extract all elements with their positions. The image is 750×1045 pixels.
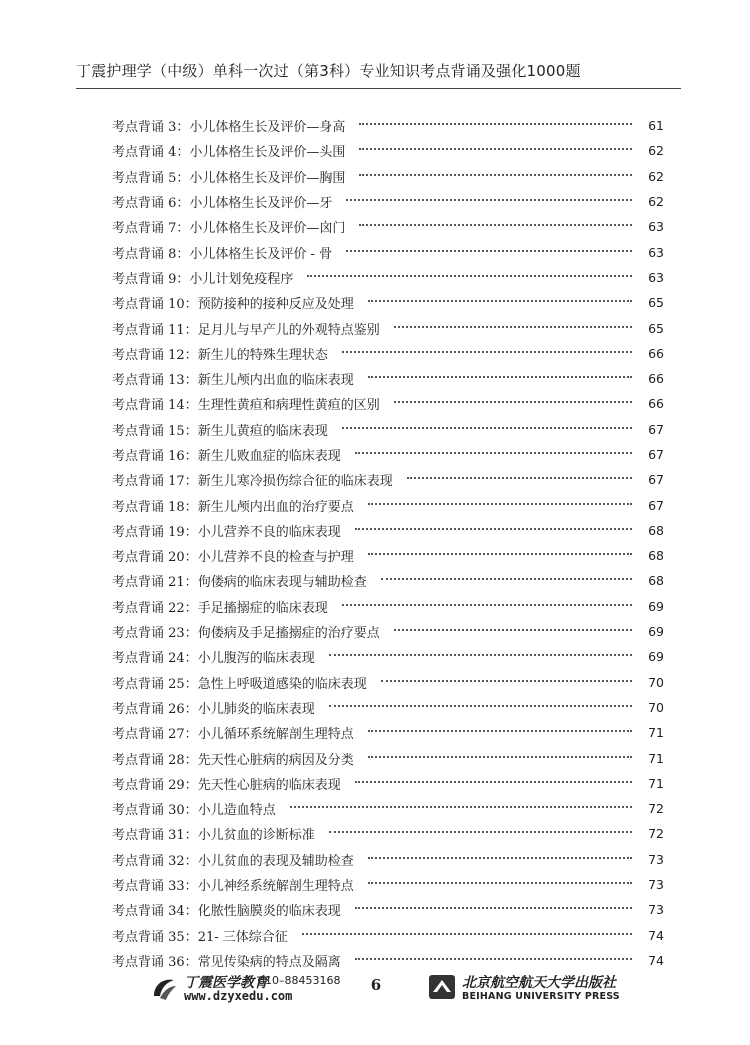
toc-entry[interactable] xyxy=(112,341,664,366)
toc-dot-leader xyxy=(394,325,632,328)
toc-entry[interactable] xyxy=(112,442,664,467)
toc-entry[interactable] xyxy=(112,796,664,821)
toc-dot-leader xyxy=(359,122,632,125)
toc-dot-leader xyxy=(359,147,632,150)
toc-entry-title: 小儿神经系统解剖生理特点 xyxy=(197,879,354,895)
toc-entry-label: 考点背诵 10： xyxy=(112,297,198,313)
toc-entry-page: 71 xyxy=(648,750,664,766)
toc-entry[interactable] xyxy=(112,821,664,846)
toc-entry-page: 67 xyxy=(648,447,664,462)
toc-entry-page: 68 xyxy=(648,548,664,564)
toc-entry[interactable] xyxy=(112,695,664,720)
toc-entry-title: 先天性心脏病的病因及分类 xyxy=(197,752,354,768)
toc-dot-leader xyxy=(307,274,632,277)
footer-brand-name: 丁震医学教育 xyxy=(184,975,268,991)
toc-entry[interactable] xyxy=(112,391,664,416)
toc-entry-title: 足月儿与早产儿的外观特点鉴别 xyxy=(197,322,380,338)
toc-entry-label: 考点背诵 16： xyxy=(112,449,198,464)
toc-entry[interactable] xyxy=(112,492,664,517)
toc-entry-title: 小儿营养不良的检查与护理 xyxy=(197,550,354,566)
toc-entry[interactable] xyxy=(112,366,664,391)
toc-entry-page: 68 xyxy=(648,522,664,538)
toc-dot-leader xyxy=(381,679,632,682)
toc-entry-page: 73 xyxy=(648,902,664,918)
toc-dot-leader xyxy=(355,527,632,530)
toc-entry-page: 63 xyxy=(648,269,664,285)
toc-entry-page: 63 xyxy=(648,244,664,260)
toc-dot-leader xyxy=(368,299,632,302)
footer-url[interactable]: www.dzyxedu.com xyxy=(184,989,293,1003)
toc-dot-leader xyxy=(346,198,632,201)
toc-entry[interactable] xyxy=(112,847,664,872)
toc-dot-leader xyxy=(329,830,632,833)
toc-entry[interactable] xyxy=(112,543,664,568)
toc-entry-label: 考点背诵 28： xyxy=(112,752,198,768)
toc-entry-label: 考点背诵 31： xyxy=(112,828,198,844)
toc-entry[interactable] xyxy=(112,923,664,948)
toc-entry-label: 考点背诵 18： xyxy=(112,499,198,515)
toc-entry-page: 63 xyxy=(648,219,664,235)
toc-dot-leader xyxy=(342,426,632,429)
toc-dot-leader xyxy=(368,552,632,555)
toc-dot-leader xyxy=(394,400,632,403)
toc-entry-title: 小儿腹泻的临床表现 xyxy=(197,651,315,667)
toc-dot-leader xyxy=(342,603,632,606)
toc-entry-label: 考点背诵 13： xyxy=(112,373,198,389)
toc-entry-title: 小儿计划免疫程序 xyxy=(189,271,294,287)
toc-entry-page: 74 xyxy=(648,927,664,943)
toc-entry-page: 67 xyxy=(648,497,664,513)
toc-entry-label: 考点背诵 7： xyxy=(112,221,190,237)
toc-entry-label: 考点背诵 33： xyxy=(112,879,198,895)
toc-entry-page: 73 xyxy=(648,877,664,893)
toc-entry[interactable] xyxy=(112,897,664,922)
toc-entry-label: 考点背诵 8： xyxy=(112,246,190,262)
toc-entry-label: 考点背诵 27： xyxy=(112,727,198,743)
toc-entry-title: 新生儿颅内出血的临床表现 xyxy=(197,373,354,389)
footer-right-publisher xyxy=(428,972,628,1006)
toc-entry-page: 67 xyxy=(648,421,664,437)
toc-entry[interactable] xyxy=(112,189,664,214)
toc-dot-leader xyxy=(355,780,632,783)
toc-entry-title: 急性上呼吸道感染的临床表现 xyxy=(197,676,367,692)
toc-entry-label: 考点背诵 12： xyxy=(112,347,198,363)
toc-entry-title: 小儿体格生长及评价—身高 xyxy=(189,120,346,136)
toc-entry-page: 62 xyxy=(648,194,664,210)
toc-entry-label: 考点背诵 29： xyxy=(112,777,198,793)
toc-entry-page: 73 xyxy=(648,851,664,867)
toc-entry-label: 考点背诵 21： xyxy=(112,575,198,591)
toc-entry-title: 小儿贫血的表现及辅助检查 xyxy=(197,853,354,869)
toc-dot-leader xyxy=(302,932,632,935)
toc-entry-page: 62 xyxy=(648,168,664,184)
toc-entry-page: 66 xyxy=(648,396,664,412)
toc-entry[interactable] xyxy=(112,619,664,644)
toc-entry-title: 新生儿颅内出血的治疗要点 xyxy=(197,499,354,515)
toc-entry-page: 65 xyxy=(648,295,664,311)
toc-entry[interactable] xyxy=(112,594,664,619)
toc-entry-page: 71 xyxy=(648,775,664,791)
footer-left-brand xyxy=(150,972,340,1006)
toc-entry-title: 新生儿的特殊生理状态 xyxy=(197,347,328,363)
toc-entry-label: 考点背诵 11： xyxy=(112,322,198,338)
publisher-name-cn: 北京航空航天大学出版社 xyxy=(462,975,616,991)
buaa-press-logo-icon xyxy=(428,974,456,1000)
toc-entry-title: 小儿体格生长及评价 - 骨 xyxy=(189,246,333,262)
toc-entry-page: 70 xyxy=(648,674,664,690)
toc-entry[interactable] xyxy=(112,644,664,669)
toc-entry[interactable] xyxy=(112,568,664,593)
toc-entry-label: 考点背诵 17： xyxy=(112,474,198,490)
toc-entry[interactable] xyxy=(112,315,664,340)
toc-entry-page: 71 xyxy=(648,725,664,741)
toc-entry-label: 考点背诵 20： xyxy=(112,550,198,566)
toc-dot-leader xyxy=(368,729,632,732)
toc-entry-page: 72 xyxy=(648,801,664,817)
toc-entry-page: 66 xyxy=(648,371,664,387)
toc-entry-label: 考点背诵 32： xyxy=(112,853,198,869)
toc-entry-page: 65 xyxy=(648,320,664,336)
toc-entry-label: 考点背诵 19： xyxy=(112,524,198,540)
toc-entry-page: 69 xyxy=(648,649,664,665)
toc-entry-title: 新生儿寒冷损伤综合征的临床表现 xyxy=(197,474,393,490)
toc-entry-title: 化脓性脑膜炎的临床表现 xyxy=(197,904,341,920)
toc-dot-leader xyxy=(368,856,632,859)
toc-entry-title: 预防接种的接种反应及处理 xyxy=(197,297,354,313)
toc-entry[interactable] xyxy=(112,113,664,138)
dz-logo-icon xyxy=(150,974,178,1002)
toc-entry[interactable] xyxy=(112,164,664,189)
toc-dot-leader xyxy=(329,653,632,656)
toc-dot-leader xyxy=(346,249,632,252)
toc-dot-leader xyxy=(342,350,632,353)
toc-entry-label: 考点背诵 34： xyxy=(112,904,198,920)
toc-entry[interactable] xyxy=(112,239,664,264)
toc-entry[interactable] xyxy=(112,518,664,543)
page-footer xyxy=(0,968,750,1008)
toc-entry-label: 考点背诵 3： xyxy=(112,120,190,136)
toc-entry-page: 70 xyxy=(648,699,664,715)
toc-entry-label: 考点背诵 15： xyxy=(112,423,198,439)
toc-entry-title: 常见传染病的特点及隔离 xyxy=(197,954,341,970)
toc-entry-label: 考点背诵 35： xyxy=(112,929,198,945)
toc-entry-title: 小儿体格生长及评价—头围 xyxy=(189,145,346,161)
toc-entry[interactable] xyxy=(112,872,664,897)
toc-entry[interactable] xyxy=(112,720,664,745)
toc-dot-leader xyxy=(394,628,632,631)
toc-entry-page: 61 xyxy=(648,118,664,134)
toc-entry-page: 67 xyxy=(648,472,664,488)
toc-entry-label: 考点背诵 25： xyxy=(112,676,198,692)
toc-entry[interactable] xyxy=(112,670,664,695)
toc-entry-label: 考点背诵 24： xyxy=(112,651,198,667)
toc-dot-leader xyxy=(368,755,632,758)
toc-entry-label: 考点背诵 26： xyxy=(112,701,198,717)
toc-entry-title: 佝偻病及手足搐搦症的治疗要点 xyxy=(197,626,380,642)
toc-entry[interactable] xyxy=(112,745,664,770)
toc-entry-label: 考点背诵 6： xyxy=(112,196,190,212)
toc-dot-leader xyxy=(381,577,632,580)
toc-entry[interactable] xyxy=(112,265,664,290)
toc-entry-title: 小儿造血特点 xyxy=(197,803,276,819)
toc-entry-title: 佝偻病的临床表现与辅助检查 xyxy=(197,575,367,591)
toc-dot-leader xyxy=(368,375,632,378)
toc-entry[interactable] xyxy=(112,290,664,315)
toc-dot-leader xyxy=(359,173,632,176)
toc-dot-leader xyxy=(368,881,632,884)
toc-entry-label: 考点背诵 22： xyxy=(112,600,198,616)
page-header xyxy=(76,58,681,89)
toc-entry[interactable] xyxy=(112,771,664,796)
toc-dot-leader xyxy=(355,451,632,454)
toc-entry-label: 考点背诵 4： xyxy=(112,145,190,161)
toc-entry-title: 小儿营养不良的临床表现 xyxy=(197,524,341,540)
toc-entry-label: 考点背诵 36： xyxy=(112,954,198,970)
toc-entry-page: 69 xyxy=(648,624,664,640)
toc-entry-page: 69 xyxy=(648,598,664,614)
page-number: 6 xyxy=(370,976,382,994)
toc-entry-title: 先天性心脏病的临床表现 xyxy=(197,777,341,793)
toc-dot-leader xyxy=(368,502,632,505)
toc-entry-page: 62 xyxy=(648,143,664,159)
toc-entry-label: 考点背诵 5： xyxy=(112,170,190,186)
toc-entry-title: 小儿循环系统解剖生理特点 xyxy=(197,727,354,743)
toc-entry-title: 小儿贫血的诊断标准 xyxy=(197,828,315,844)
toc-entry[interactable] xyxy=(112,417,664,442)
toc-dot-leader xyxy=(329,704,632,707)
toc-entry-title: 新生儿黄疸的临床表现 xyxy=(197,423,328,439)
toc-entry-title: 手足搐搦症的临床表现 xyxy=(197,600,328,616)
publisher-name-en: BEIHANG UNIVERSITY PRESS xyxy=(462,991,620,1002)
toc-entry[interactable] xyxy=(112,138,664,163)
toc-entry-title: 21- 三体综合征 xyxy=(197,929,288,945)
toc-entry-title: 生理性黄疸和病理性黄疸的区别 xyxy=(197,398,380,414)
toc-entry-label: 考点背诵 9： xyxy=(112,271,190,287)
toc-entry[interactable] xyxy=(112,214,664,239)
toc-entry[interactable] xyxy=(112,467,664,492)
toc-entry-title: 小儿体格生长及评价—胸围 xyxy=(189,170,346,186)
toc-dot-leader xyxy=(407,476,632,479)
toc-entry-page: 66 xyxy=(648,345,664,361)
toc-entry-label: 考点背诵 23： xyxy=(112,626,198,642)
toc-dot-leader xyxy=(290,805,632,808)
toc-entry-title: 小儿肺炎的临床表现 xyxy=(197,701,315,717)
toc-entry-label: 考点背诵 30： xyxy=(112,803,198,819)
toc-entry-page: 72 xyxy=(648,826,664,842)
header-title: 丁震护理学（中级）单科一次过（第3科）专业知识考点背诵及强化1000题 xyxy=(76,62,581,80)
toc-dot-leader xyxy=(355,906,632,909)
toc-dot-leader xyxy=(355,957,632,960)
table-of-contents xyxy=(112,113,664,973)
toc-entry-title: 新生儿败血症的临床表现 xyxy=(197,449,341,464)
toc-entry-title: 小儿体格生长及评价—囟门 xyxy=(189,221,346,237)
toc-entry-page: 74 xyxy=(648,952,664,968)
toc-entry-label: 考点背诵 14： xyxy=(112,398,198,414)
toc-dot-leader xyxy=(359,223,632,226)
footer-phone: 010–88453168 xyxy=(258,974,341,987)
toc-entry-page: 68 xyxy=(648,573,664,589)
toc-entry-title: 小儿体格生长及评价—牙 xyxy=(189,196,333,212)
